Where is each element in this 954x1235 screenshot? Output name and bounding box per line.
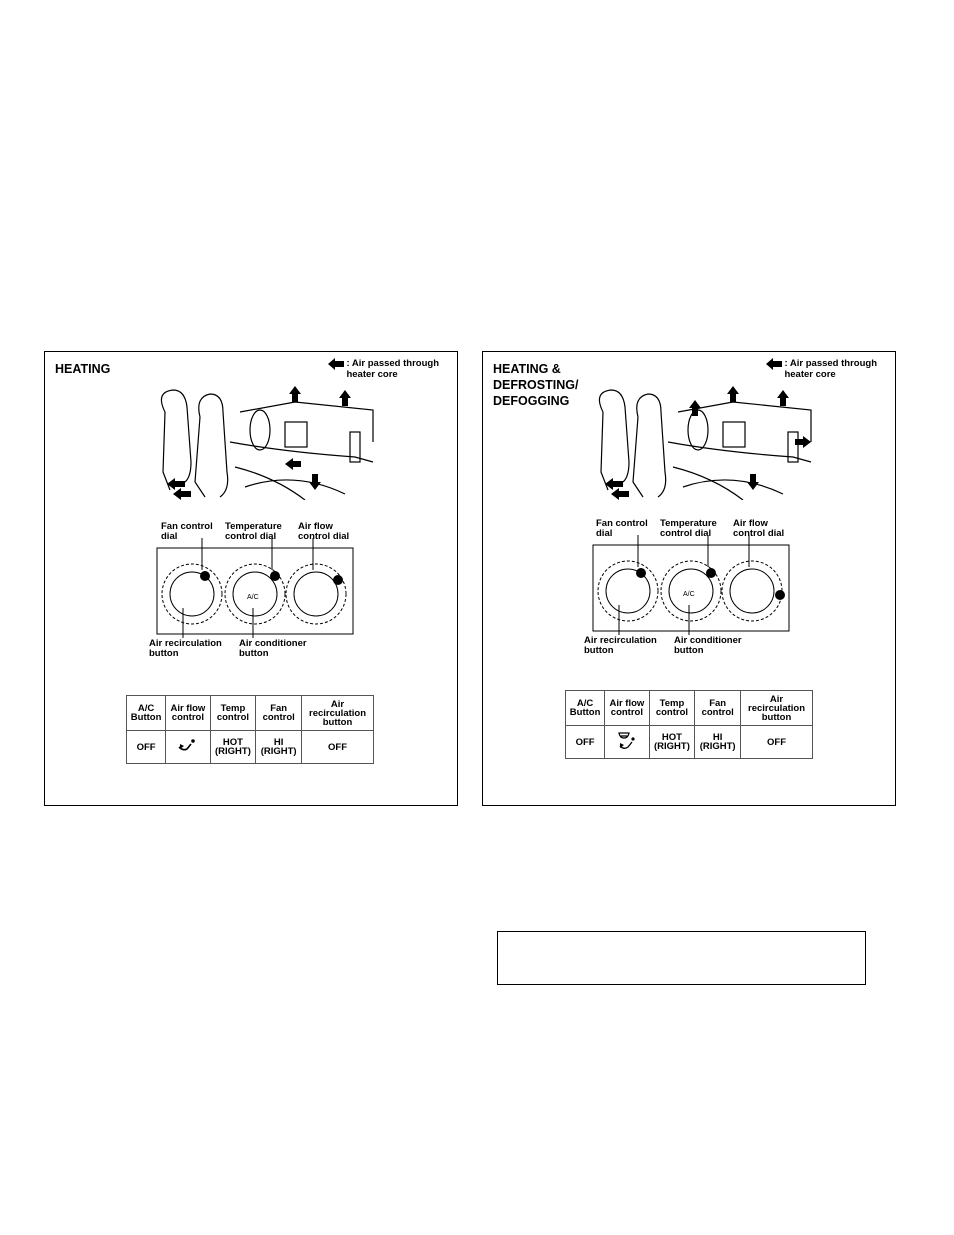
control-panel-illustration — [155, 538, 355, 638]
temperature-control-dial-label: Temperature control dial — [660, 518, 717, 539]
header-recirc: Air recirculation button — [741, 691, 813, 726]
foot-vent-icon — [177, 738, 199, 754]
temperature-control-dial-label: Temperature control dial — [225, 521, 282, 542]
cell-temp: HOT (RIGHT) — [210, 731, 256, 764]
panel-title: HEATING & DEFROSTING/ DEFOGGING — [493, 362, 579, 408]
ac-dial-text: A/C — [683, 591, 695, 598]
air-recirculation-button-label: Air recirculation button — [584, 635, 657, 656]
fan-control-dial-label: Fan control dial — [161, 521, 213, 542]
air-conditioner-button-label: Air conditioner button — [674, 635, 742, 656]
empty-note-box — [497, 931, 866, 985]
ac-dial-text: A/C — [247, 594, 259, 601]
cell-airflow — [166, 731, 210, 764]
cell-temp: HOT (RIGHT) — [649, 726, 695, 759]
air-conditioner-button-label: Air conditioner button — [239, 638, 307, 659]
heating-defrosting-panel — [482, 351, 896, 806]
cell-ac: OFF — [127, 731, 166, 764]
header-fan: Fan control — [695, 691, 741, 726]
arrow-left-icon — [766, 358, 782, 370]
header-temp: Temp control — [649, 691, 695, 726]
car-interior-illustration — [145, 382, 375, 500]
legend-text: : Air passed through heater core — [346, 358, 439, 380]
panel-title: HEATING — [55, 362, 111, 376]
header-air-flow: Air flow control — [605, 691, 649, 726]
car-interior-illustration — [583, 382, 813, 500]
cell-recirc: OFF — [741, 726, 813, 759]
fan-control-dial-label: Fan control dial — [596, 518, 648, 539]
settings-table — [565, 690, 813, 759]
cell-fan: HI (RIGHT) — [695, 726, 741, 759]
control-panel-illustration — [591, 535, 791, 635]
air-recirculation-button-label: Air recirculation button — [149, 638, 222, 659]
legend-text: : Air passed through heater core — [784, 358, 877, 380]
settings-table — [126, 695, 374, 764]
header-temp: Temp control — [210, 696, 256, 731]
defrost-foot-vent-icon — [616, 731, 638, 751]
air-flow-control-dial-label: Air flow control dial — [733, 518, 785, 539]
cell-ac: OFF — [566, 726, 605, 759]
header-recirc: Air recirculation button — [302, 696, 374, 731]
arrow-left-icon — [328, 358, 344, 370]
header-air-flow: Air flow control — [166, 696, 210, 731]
cell-airflow — [605, 726, 649, 759]
header-ac-button: A/C Button — [127, 696, 166, 731]
legend — [766, 358, 877, 380]
legend — [328, 358, 439, 380]
header-ac-button: A/C Button — [566, 691, 605, 726]
air-flow-control-dial-label: Air flow control dial — [298, 521, 350, 542]
cell-recirc: OFF — [302, 731, 374, 764]
heating-panel — [44, 351, 458, 806]
cell-fan: HI (RIGHT) — [256, 731, 302, 764]
header-fan: Fan control — [256, 696, 302, 731]
